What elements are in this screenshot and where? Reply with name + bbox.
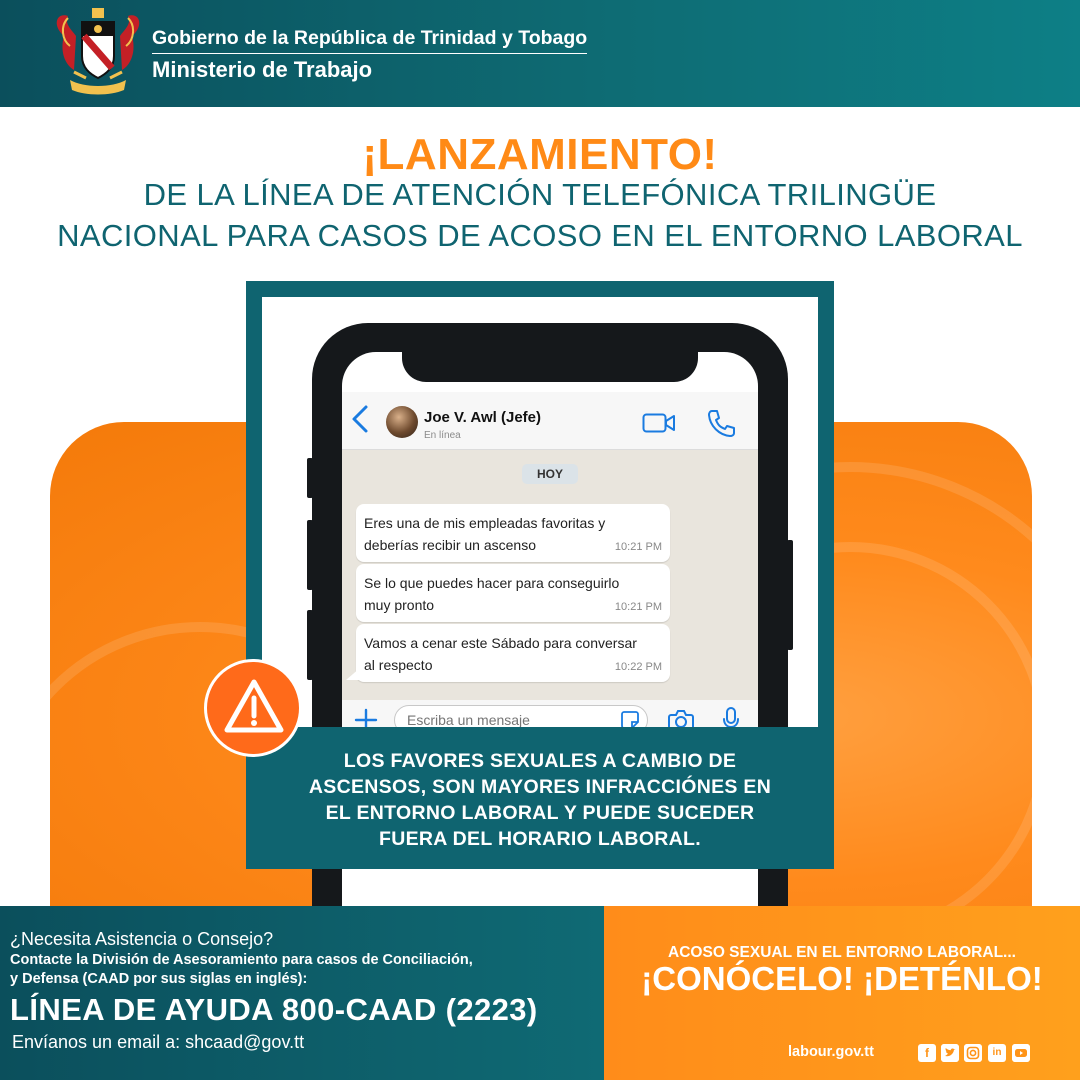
message-bubble: [356, 504, 670, 562]
warning-badge: [204, 659, 302, 757]
chat-header: [342, 392, 758, 450]
launch-headline: ¡LANZAMIENTO!: [362, 130, 718, 179]
message-bubble: [356, 624, 670, 682]
warning-triangle-icon: [223, 676, 285, 738]
website-link[interactable]: labour.gov.tt: [788, 1044, 874, 1060]
date-label: HOY: [522, 464, 578, 484]
phone-side-button: [307, 610, 313, 680]
message-time: 10:21 PM: [614, 541, 662, 553]
back-chevron-icon[interactable]: [348, 404, 372, 434]
facebook-icon[interactable]: f: [918, 1044, 936, 1062]
government-name: Gobierno de la República de Trinidad y Tobago: [152, 27, 587, 54]
video-call-icon[interactable]: [642, 412, 676, 434]
message-time: 10:22 PM: [614, 661, 662, 673]
contact-division-line-2: y Defensa (CAAD por sus siglas en inglés):: [10, 971, 308, 987]
helpline-number[interactable]: LÍNEA DE AYUDA 800-CAAD (2223): [10, 992, 538, 1027]
message-bubble: [356, 564, 670, 622]
phone-side-button: [787, 540, 793, 650]
contact-name[interactable]: Joe V. Awl (Jefe): [424, 409, 541, 426]
message-text: Vamos a cenar este Sábado para conversar al respecto: [364, 635, 637, 673]
phone-side-button: [307, 520, 313, 590]
contact-division-line-1: Contacte la División de Asesoramiento para casos de Conciliación,: [10, 952, 473, 968]
youtube-icon[interactable]: [1012, 1044, 1030, 1062]
contact-status: En línea: [424, 430, 461, 441]
phone-call-icon[interactable]: [706, 408, 736, 438]
instagram-icon[interactable]: [964, 1044, 982, 1062]
warning-line: EL ENTORNO LABORAL Y PUEDE SUCEDER: [325, 802, 755, 824]
linkedin-icon[interactable]: in: [988, 1044, 1006, 1062]
warning-line: ASCENSOS, SON MAYORES INFRACCIÓNES EN: [308, 776, 772, 798]
subheadline-line-1: DE LA LÍNEA DE ATENCIÓN TELEFÓNICA TRILINGÜE: [143, 177, 937, 212]
message-time: 10:21 PM: [614, 601, 662, 613]
message-text: Eres una de mis empleadas favoritas y deberías recibir un ascenso: [364, 515, 606, 553]
message-text: Se lo que puedes hacer para conseguirlo muy pronto: [364, 575, 620, 613]
subheadline-line-2: NACIONAL PARA CASOS DE ACOSO EN EL ENTORNO LABORAL: [57, 218, 1023, 253]
warning-line: FUERA DEL HORARIO LABORAL.: [379, 828, 701, 850]
contact-avatar[interactable]: [386, 406, 418, 438]
chat-body: [342, 450, 758, 700]
warning-line: LOS FAVORES SEXUALES A CAMBIO DE: [343, 750, 737, 772]
contact-email[interactable]: Envíanos un email a: shcaad@gov.tt: [12, 1032, 305, 1052]
ministry-name: Ministerio de Trabajo: [152, 57, 373, 82]
tagline-big: ¡CONÓCELO! ¡DETÉNLO!: [641, 960, 1043, 997]
tagline-small: ACOSO SEXUAL EN EL ENTORNO LABORAL...: [668, 944, 1016, 961]
assistance-question: ¿Necesita Asistencia o Consejo?: [10, 929, 274, 949]
warning-text: [268, 748, 812, 852]
coat-of-arms-icon: [50, 6, 146, 96]
header-bar: [0, 0, 1080, 107]
twitter-icon[interactable]: [941, 1044, 959, 1062]
phone-notch: [402, 340, 698, 382]
phone-side-button: [307, 458, 313, 498]
